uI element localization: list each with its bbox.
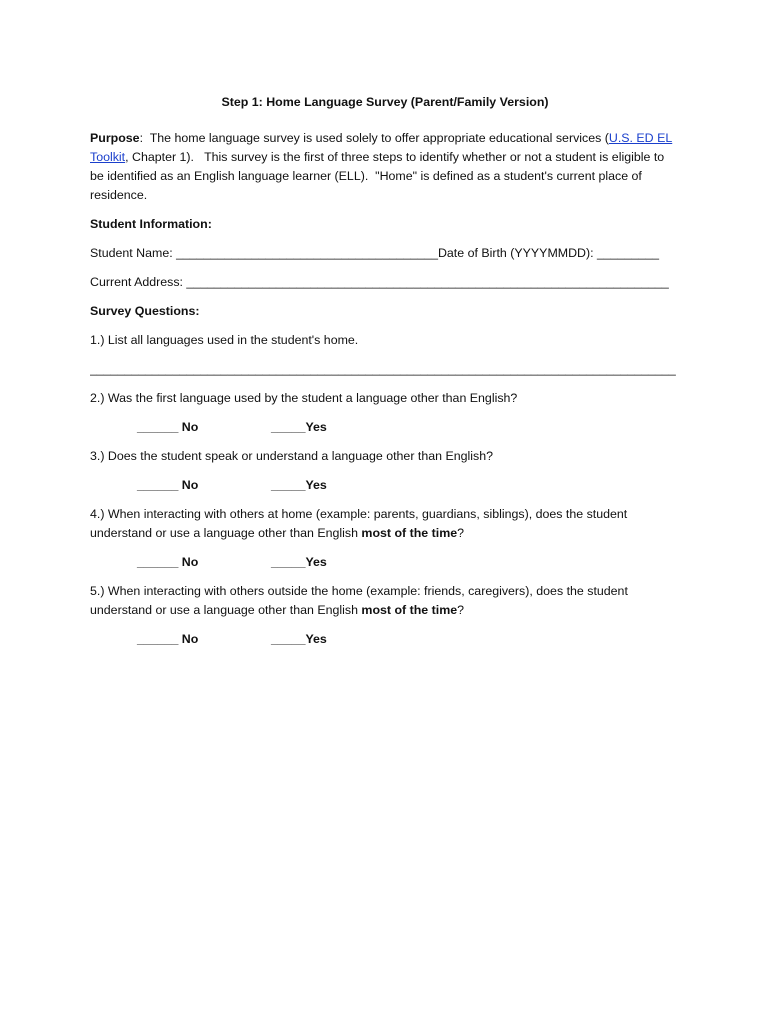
survey-document: [90, 93, 680, 659]
question-4-answers: [90, 553, 680, 572]
question-4-no-option[interactable]: ______ No: [137, 555, 199, 569]
question-2-answers: [90, 418, 680, 437]
question-1-answer-line[interactable]: _____________________________________________________________________________________: [90, 362, 676, 376]
question-3-yes-option[interactable]: _____Yes: [271, 478, 327, 492]
question-5: [90, 582, 680, 620]
question-5-end: ?: [457, 603, 465, 617]
question-2-yes-option[interactable]: _____Yes: [271, 420, 327, 434]
question-5-yes-option[interactable]: _____Yes: [271, 632, 327, 646]
current-address-field[interactable]: Current Address: ______________________________________________________________________: [90, 275, 669, 289]
purpose-text-start: The home language survey is used solely to offer appropriate educational services (: [143, 131, 609, 145]
purpose-colon: :: [139, 131, 144, 145]
question-4-end: ?: [457, 526, 465, 540]
student-info-heading: Student Information:: [90, 217, 212, 231]
question-5-text: 5.) When interacting with others outside the home (example: friends, caregivers), does the student understand or use a language other than English: [90, 584, 628, 617]
question-2-no-option[interactable]: ______ No: [137, 420, 199, 434]
question-4-yes-option[interactable]: _____Yes: [271, 555, 327, 569]
purpose-paragraph: [90, 129, 680, 205]
question-3-answers: [90, 476, 680, 495]
question-5-no-option[interactable]: ______ No: [137, 632, 199, 646]
question-5-emphasis: most of the time: [361, 603, 458, 617]
toolkit-link[interactable]: U.S. ED EL Toolkit: [90, 131, 673, 164]
question-4: [90, 505, 680, 543]
question-4-emphasis: most of the time: [361, 526, 458, 540]
purpose-text-end: , Chapter 1). This survey is the first of three steps to identify whether or not a student is eligible to be identified as an English language learner (ELL). "Home" is defined as a student's current place of residence.: [90, 150, 668, 202]
question-4-text: 4.) When interacting with others at home (example: parents, guardians, siblings), does the student understand or use a language other than English: [90, 507, 628, 540]
question-2: 2.) Was the first language used by the student a language other than English?: [90, 391, 518, 405]
survey-questions-heading: Survey Questions:: [90, 304, 200, 318]
document-title: Step 1: Home Language Survey (Parent/Family Version): [221, 95, 549, 109]
purpose-label: Purpose: [90, 131, 140, 145]
question-1: 1.) List all languages used in the student's home.: [90, 333, 359, 347]
question-3-no-option[interactable]: ______ No: [137, 478, 199, 492]
question-5-answers: [90, 630, 680, 649]
question-3: 3.) Does the student speak or understand a language other than English?: [90, 449, 493, 463]
student-name-field[interactable]: Student Name: ______________________________________Date of Birth (YYYYMMDD): _________: [90, 246, 660, 260]
